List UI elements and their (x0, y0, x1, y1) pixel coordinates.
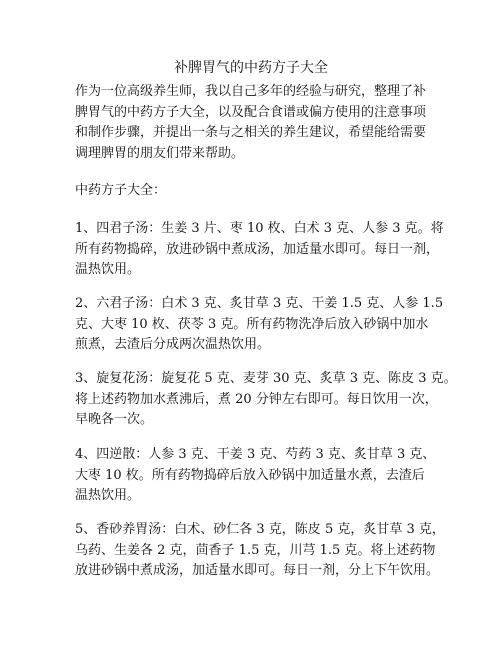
document-title: 补脾胃气的中药方子大全 (174, 60, 328, 76)
recipe-line: 1、四君子汤：生姜 3 片、枣 10 枚、白术 3 克、人参 3 克。将 (75, 221, 444, 236)
intro-paragraph (75, 82, 435, 164)
recipe-line: 克、大枣 10 枚、茯苓 3 克。所有药物洗净后放入砂锅中加水 (75, 316, 429, 332)
recipe-item-1 (75, 219, 444, 281)
recipe-item-2 (75, 294, 444, 356)
recipe-line: 温热饮用。 (75, 488, 141, 504)
recipe-line: 煎煮，去渣后分成两次温热饮用。 (75, 337, 271, 353)
recipe-item-5 (75, 520, 445, 582)
recipe-line: 2、六君子汤：白术 3 克、炙甘草 3 克、干姜 1.5 克、人参 1.5 (75, 296, 444, 311)
recipe-line: 将上述药物加水煮沸后，煮 20 分钟左右即可。每日饮用一次， (75, 391, 438, 407)
recipe-line: 4、四逆散：人参 3 克、干姜 3 克、芍药 3 克、炙甘草 3 克、 (75, 447, 436, 462)
recipe-item-3 (75, 369, 457, 431)
recipe-line: 3、旋复花汤：旋复花 5 克、麦芽 30 克、炙草 3 克、陈皮 3 克。 (75, 371, 457, 386)
section-heading (75, 181, 435, 202)
intro-line: 和制作步骤，并提出一条与之相关的养生建议，希望能给需要 (75, 125, 427, 141)
intro-line: 作为一位高级养生师，我以自己多年的经验与研究，整理了补 (75, 84, 427, 99)
section-heading-text: 中药方子大全： (75, 183, 167, 198)
recipe-line: 5、香砂养胃汤：白术、砂仁各 3 克，陈皮 5 克，炙甘草 3 克， (75, 522, 445, 537)
intro-line: 调理脾胃的朋友们带来帮助。 (75, 145, 245, 161)
recipe-line: 温热饮用。 (75, 262, 141, 278)
recipe-item-4 (75, 445, 435, 507)
recipe-line: 早晚各一次。 (75, 412, 154, 428)
intro-line: 脾胃气的中药方子大全，以及配合食谱或偏方使用的注意事项 (75, 104, 427, 120)
recipe-line: 乌药、生姜各 2 克，茴香子 1.5 克，川芎 1.5 克。将上述药物 (75, 542, 436, 558)
recipe-line: 放进砂锅中煮成汤，加适量水即可。每日一剂，分上下午饮用。 (75, 563, 440, 579)
recipe-line: 所有药物捣碎，放进砂锅中煮成汤，加适量水即可。每日一剂， (75, 241, 440, 257)
recipe-line: 大枣 10 枚。所有药物捣碎后放入砂锅中加适量水煮，去渣后 (75, 467, 425, 483)
